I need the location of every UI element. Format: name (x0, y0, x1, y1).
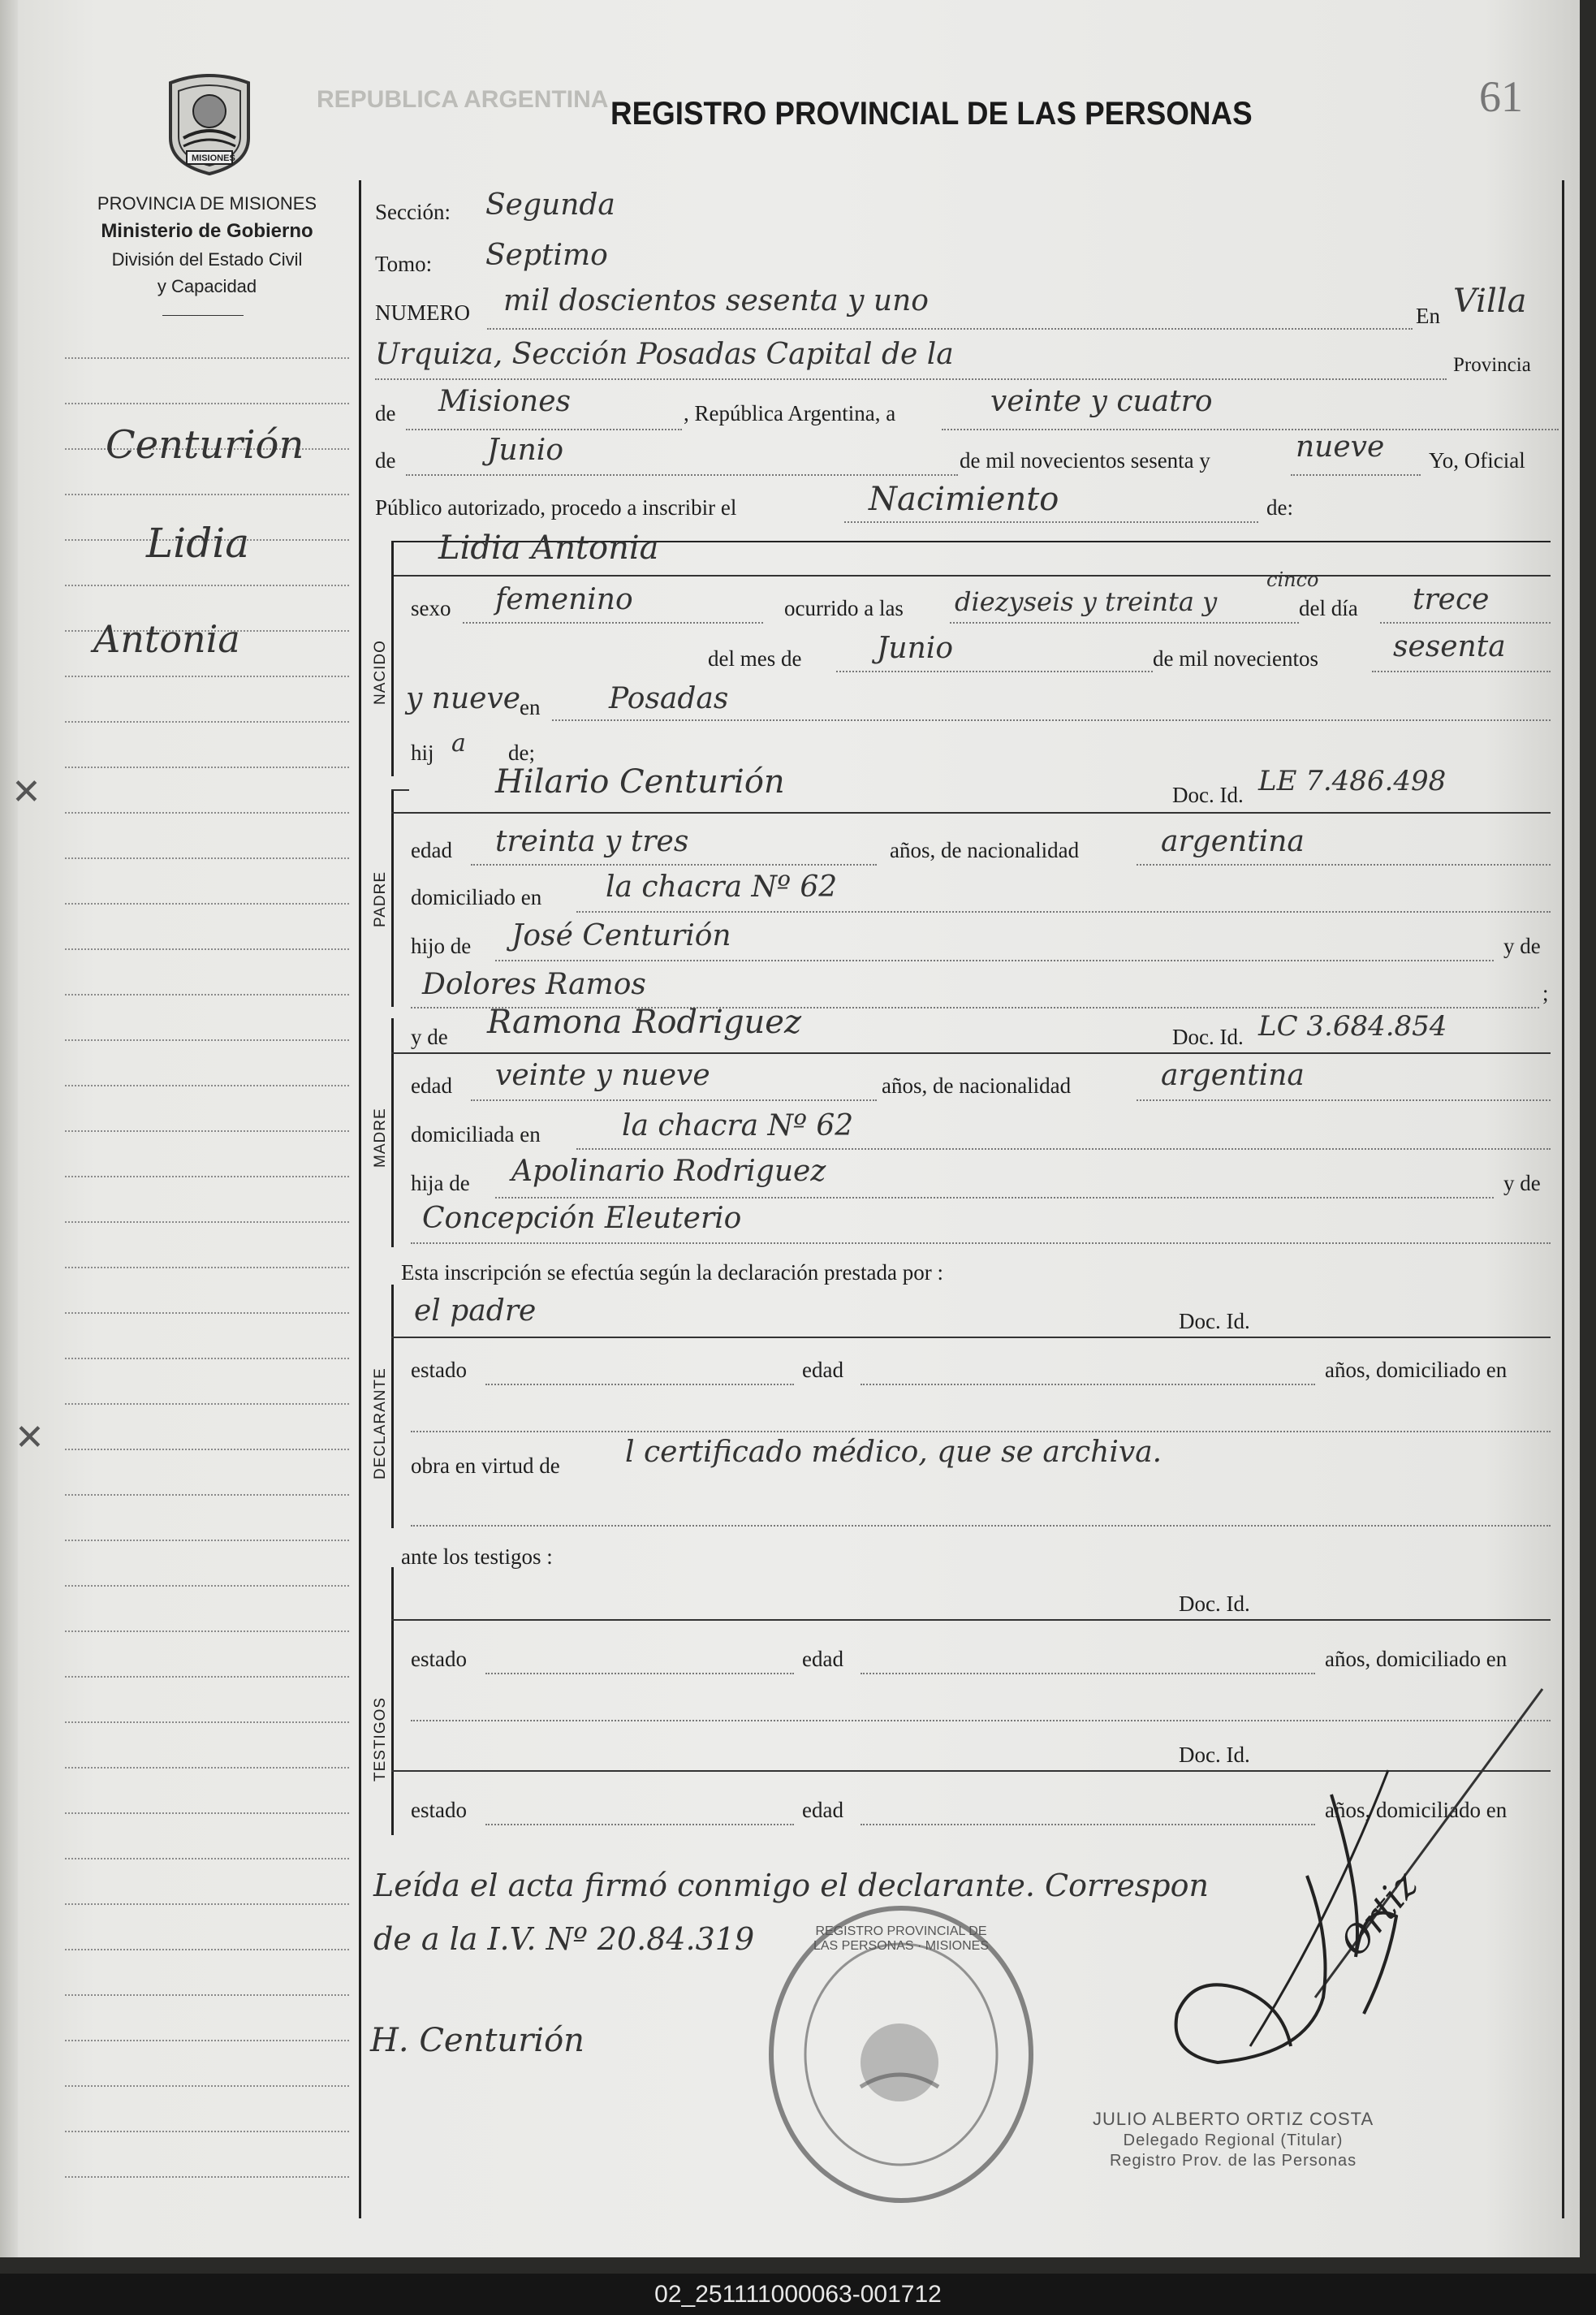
left-border (359, 180, 361, 2218)
place-line (375, 378, 1447, 380)
margin-ruled-line (65, 676, 349, 677)
de-colon-label: de: (1266, 495, 1293, 520)
obra-line (411, 1525, 1551, 1527)
binding-stitch: ✕ (11, 771, 41, 813)
margin-second-name: Antonia (93, 617, 240, 661)
margin-ruled-line (65, 1721, 349, 1723)
margin-ruled-line (65, 1767, 349, 1769)
margin-ruled-line (65, 1585, 349, 1587)
sexo-line (463, 622, 763, 624)
provincia-value: Misiones (438, 385, 572, 418)
anio-nac-a-value: sesenta (1393, 630, 1506, 663)
acto-value: Nacimiento (869, 481, 1059, 518)
testigo1-line (391, 1619, 1551, 1621)
margin-ruled-line (65, 1221, 349, 1223)
republica-label: , República Argentina, a (684, 401, 896, 425)
madre-edad-value: veinte y nueve (495, 1059, 710, 1092)
issuer-block (0, 190, 414, 300)
margin-ruled-line (65, 1949, 349, 1950)
madre-madre-value: Concepción Eleuterio (422, 1202, 742, 1235)
nacido-bracket (391, 541, 394, 776)
margin-ruled-line (65, 1676, 349, 1678)
ocurrido-label: ocurrido a las (784, 596, 904, 620)
madre-dom-value: la chacra Nº 62 (622, 1109, 854, 1142)
side-label-madre: MADRE (372, 1108, 389, 1168)
fecha-line (942, 429, 1559, 430)
margin-ruled-line (65, 1130, 349, 1132)
padre-edad-line (471, 864, 877, 866)
padre-nombre-line (391, 812, 1551, 814)
padre-madre-value: Dolores Ramos (422, 968, 646, 1001)
declarante-estado-label: estado (411, 1358, 467, 1382)
signature-office: Registro Prov. de las Personas (1109, 2151, 1357, 2170)
lugar-line (552, 719, 1551, 721)
madre-padre-value: Apolinario Rodriguez (511, 1155, 826, 1188)
declarante-signature: H. Centurión (370, 2022, 584, 2059)
padre-bracket (391, 789, 394, 1007)
padre-semicolon: ; (1542, 981, 1549, 1005)
padre-nombre-value: Hilario Centurión (495, 763, 785, 801)
en-lower-label: en (520, 695, 541, 719)
testigo1-doc-label: Doc. Id. (1179, 1592, 1250, 1616)
margin-ruled-line (65, 812, 349, 814)
padre-dom-label: domiciliado en (411, 885, 542, 909)
page-title: REGISTRO PROVINCIAL DE LAS PERSONAS (610, 96, 1253, 132)
signature-block (1093, 2108, 1374, 2171)
obra-value: l certificado médico, que se archiva. (625, 1436, 1162, 1469)
de-mil-label: de mil novecientos sesenta y (960, 448, 1210, 473)
mes-nac-line (836, 671, 1153, 672)
issuer-division: División del Estado Civil (111, 249, 303, 270)
side-label-nacido: NACIDO (372, 640, 389, 705)
issuer-ministry: Ministerio de Gobierno (101, 220, 313, 242)
margin-ruled-line (65, 903, 349, 905)
testigo1-anos-label: años, domiciliado en (1325, 1647, 1508, 1671)
declarante-value: el padre (414, 1294, 537, 1328)
margin-ruled-line (65, 1267, 349, 1268)
margin-ruled-line (65, 357, 349, 359)
declarante-edad-line (861, 1384, 1315, 1385)
issuer-underline (162, 315, 244, 316)
madre-doc-value: LC 3.684.854 (1258, 1010, 1447, 1043)
margin-first-name: Lidia (146, 520, 250, 567)
hij-label: hij (411, 741, 434, 765)
dia-line (1380, 622, 1551, 624)
margin-ruled-line (65, 767, 349, 768)
testigo1-edad-label: edad (802, 1647, 843, 1671)
testigo1-estado-line (485, 1673, 794, 1674)
page-number: 61 (1479, 72, 1523, 121)
page-binding (0, 0, 18, 2257)
testigo2-doc-label: Doc. Id. (1179, 1743, 1250, 1767)
testigo2-estado-label: estado (411, 1798, 467, 1822)
numero-value: mil doscientos sesenta y uno (503, 284, 929, 317)
padre-hijo-label: hijo de (411, 934, 472, 958)
margin-ruled-line (65, 994, 349, 996)
hora-value: diezyseis y treinta y (955, 586, 1218, 617)
anio-nac-b-value: y nueve (406, 682, 521, 715)
margin-ruled-line (65, 2085, 349, 2087)
madre-y-de-label: y de (411, 1025, 448, 1049)
en-value: Villa (1453, 283, 1527, 320)
hora-sup-value: cinco (1266, 568, 1319, 591)
madre-madre-line (411, 1242, 1551, 1244)
madre-dom-label: domiciliada en (411, 1122, 541, 1147)
testigo2-anos-label: años, domiciliado en (1325, 1798, 1508, 1822)
madre-nac-value: argentina (1161, 1059, 1305, 1092)
declarante-anos-label: años, domiciliado en (1325, 1358, 1508, 1382)
image-footer-id: 02_251111000063-001712 (0, 2274, 1596, 2315)
seccion-value: Segunda (485, 188, 615, 222)
fecha-mes-value: Junio (487, 434, 563, 467)
padre-nac-label: años, de nacionalidad (890, 838, 1080, 862)
nota-line-2: de a la I.V. Nº 20.84.319 (373, 1921, 755, 1957)
margin-ruled-line (65, 1403, 349, 1405)
binding-stitch: ✕ (15, 1417, 45, 1458)
issuer-province: PROVINCIA DE MISIONES (97, 193, 317, 214)
mes-line (406, 474, 958, 476)
hij-de-label: de; (508, 741, 535, 765)
margin-ruled-line (65, 721, 349, 723)
margin-ruled-line (65, 1540, 349, 1541)
testigo2-edad-label: edad (802, 1798, 843, 1822)
esta-inscripcion-label: Esta inscripción se efectúa según la declaración prestada por : (401, 1260, 943, 1285)
padre-dom-line (576, 911, 1551, 913)
padre-padre-line (495, 960, 1494, 961)
anio-value: nueve (1296, 430, 1385, 464)
officer-signature-icon (1120, 1673, 1559, 2095)
madre-edad-label: edad (411, 1073, 452, 1098)
de-label: de (375, 401, 396, 425)
nombre-line (391, 575, 1551, 577)
signature-role: Delegado Regional (Titular) (1123, 2131, 1344, 2149)
madre-nac-line (1137, 1099, 1551, 1101)
testigo2-estado-line (485, 1824, 794, 1825)
margin-ruled-line (65, 585, 349, 586)
margin-ruled-line (65, 1085, 349, 1086)
padre-y-de-label: y de (1503, 934, 1541, 958)
officer-signature-text: Ortiz (1331, 1863, 1426, 1965)
hora-line (950, 622, 1299, 624)
madre-edad-line (471, 1099, 877, 1101)
padre-doc-label: Doc. Id. (1172, 783, 1244, 807)
nombre-value: Lidia Antonia (438, 529, 659, 567)
margin-ruled-line (65, 1039, 349, 1041)
padre-bracket-top (391, 789, 409, 791)
numero-label: NUMERO (375, 300, 471, 325)
obra-label: obra en virtud de (411, 1453, 560, 1478)
de-label-2: de (375, 448, 396, 473)
seccion-label: Sección: (375, 200, 451, 224)
padre-nac-value: argentina (1161, 825, 1305, 858)
right-border (1562, 180, 1564, 2218)
padre-padre-value: José Centurión (511, 919, 731, 952)
mes-value: Junio (877, 632, 953, 665)
seal-label: MISIONES (192, 153, 235, 163)
declarante-estado-line (485, 1384, 794, 1385)
de-mil-nov-label: de mil novecientos (1153, 646, 1318, 671)
stamp-text: REGISTRO PROVINCIAL DE LAS PERSONAS · MISIONES (813, 1924, 990, 1953)
tomo-label: Tomo: (375, 252, 433, 276)
anio-line (1291, 474, 1421, 476)
margin-ruled-line (65, 403, 349, 404)
padre-edad-label: edad (411, 838, 452, 862)
hij-suffix: a (451, 729, 466, 758)
margin-ruled-line (65, 857, 349, 859)
madre-nombre-line (391, 1052, 1551, 1054)
madre-hija-label: hija de (411, 1171, 470, 1195)
margin-ruled-line (65, 1858, 349, 1859)
province-seal-icon (159, 67, 260, 180)
margin-ruled-line (65, 1176, 349, 1177)
padre-doc-value: LE 7.486.498 (1258, 765, 1447, 797)
margin-ruled-line (65, 2131, 349, 2132)
side-label-declarante: DECLARANTE (372, 1367, 389, 1479)
official-stamp-icon (763, 1900, 1039, 2209)
place-value: Urquiza, Sección Posadas Capital de la (375, 338, 954, 371)
acto-line (844, 521, 1258, 523)
sexo-label: sexo (411, 596, 451, 620)
provincia-line (406, 429, 682, 430)
yo-oficial-label: Yo, Oficial (1429, 448, 1525, 473)
numero-line (487, 328, 1413, 330)
madre-nombre-value: Ramona Rodriguez (487, 1004, 802, 1041)
side-label-padre: PADRE (372, 870, 389, 927)
del-dia-label: del día (1299, 596, 1358, 620)
sexo-value: femenino (495, 583, 633, 616)
declarante-line (391, 1337, 1551, 1338)
ante-testigos-label: ante los testigos : (401, 1544, 553, 1569)
margin-ruled-line (65, 1494, 349, 1496)
declarante-dom-line (411, 1431, 1551, 1432)
issuer-capacity: y Capacidad (157, 276, 257, 296)
tomo-value: Septimo (485, 239, 608, 272)
madre-nac-label: años, de nacionalidad (882, 1073, 1072, 1098)
margin-surname: Centurión (106, 422, 304, 468)
padre-nac-line (1137, 864, 1551, 866)
faded-heading: REPUBLICA ARGENTINA (317, 86, 609, 113)
padre-edad-value: treinta y tres (495, 825, 689, 858)
margin-ruled-line (65, 494, 349, 495)
margin-ruled-line (65, 1312, 349, 1314)
madre-dom-line (576, 1148, 1551, 1150)
margin-ruled-line (65, 2040, 349, 2041)
declarante-bracket (391, 1285, 394, 1528)
side-label-testigos: TESTIGOS (372, 1696, 389, 1782)
madre-padre-line (495, 1197, 1494, 1199)
provincia-label: Provincia (1453, 354, 1531, 376)
testigo1-estado-label: estado (411, 1647, 467, 1671)
anio-nac-line (1372, 671, 1551, 672)
del-mes-label: del mes de (708, 646, 802, 671)
margin-ruled-line (65, 1630, 349, 1632)
madre-y-de-label-2: y de (1503, 1171, 1541, 1195)
margin-ruled-line (65, 948, 349, 950)
signature-name: JULIO ALBERTO ORTIZ COSTA (1093, 2109, 1374, 2129)
margin-ruled-line (65, 1358, 349, 1359)
declarante-doc-label: Doc. Id. (1179, 1309, 1250, 1333)
testigos-bracket (391, 1567, 394, 1835)
margin-ruled-line (65, 1449, 349, 1450)
dia-value: trece (1413, 583, 1490, 616)
madre-doc-label: Doc. Id. (1172, 1025, 1244, 1049)
margin-ruled-line (65, 1903, 349, 1905)
fecha-dia-value: veinte y cuatro (990, 385, 1213, 418)
publico-label: Público autorizado, procedo a inscribir el (375, 495, 737, 520)
nota-line-1: Leída el acta firmó conmigo el declarante. Correspon (373, 1868, 1209, 1903)
margin-ruled-line (65, 2176, 349, 2178)
margin-ruled-line (65, 1994, 349, 1996)
declarante-edad-label: edad (802, 1358, 843, 1382)
margin-ruled-line (65, 1812, 349, 1814)
padre-dom-value: la chacra Nº 62 (606, 870, 838, 904)
lugar-value: Posadas (609, 682, 729, 715)
en-label: En (1416, 304, 1440, 328)
